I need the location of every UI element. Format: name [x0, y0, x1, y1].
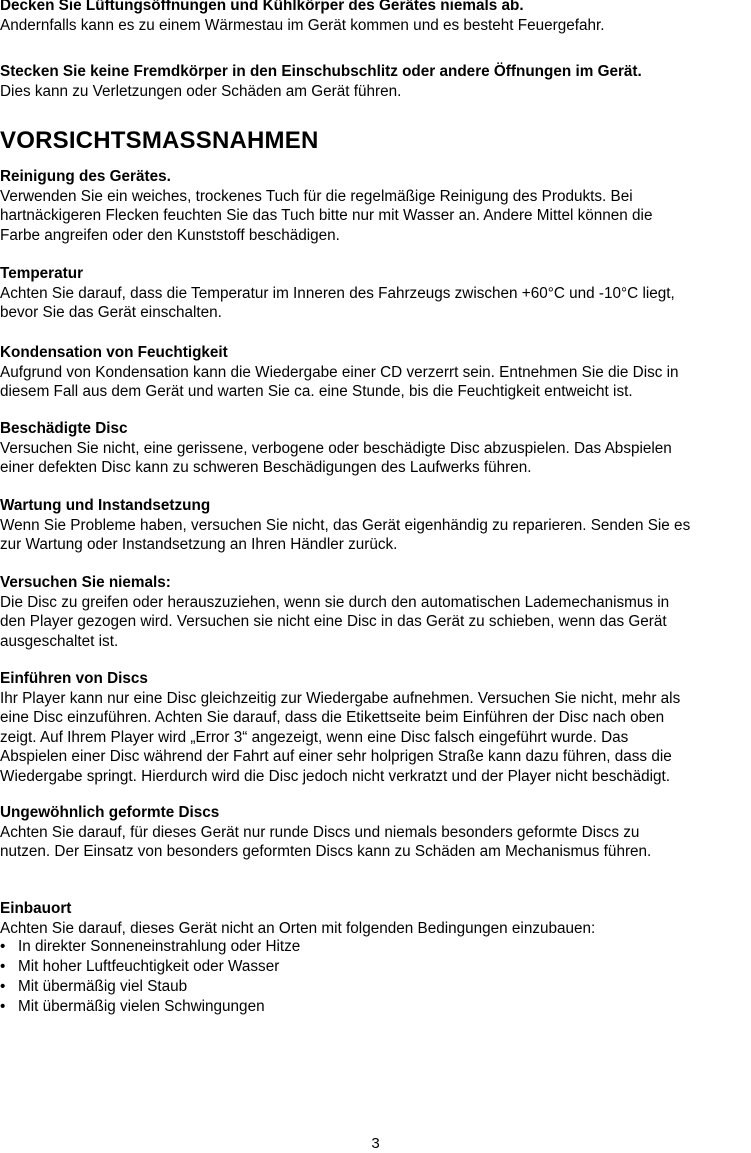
section-maintenance-text: Wenn Sie Probleme haben, versuchen Sie nicht, das Gerät eigenhändig zu reparieren. Senden Sie es zur Wartung oder Instandsetzung an Ihren Händler zurück. [0, 516, 691, 553]
bullet-icon: • [0, 958, 6, 975]
list-item-text: Mit hoher Luftfeuchtigkeit oder Wasser [18, 958, 280, 975]
bullet-icon: • [0, 998, 6, 1015]
section-temperature-text: Achten Sie darauf, dass die Temperatur im Inneren des Fahrzeugs zwischen +60°C und -10°C liegt, bevor Sie das Gerät einschalten. [0, 284, 675, 321]
section-damaged-disc [0, 419, 751, 478]
list-item [0, 997, 300, 1017]
list-item [0, 977, 300, 997]
install-conditions-list [0, 937, 300, 1017]
section-cleaning-text: Verwenden Sie ein weiches, trockenes Tuch für die regelmäßige Reinigung des Produkts. Bei hartnäckigeren Flecken feuchten Sie das Tuch bitte nur mit Wasser an. Andere Mittel können die Farbe angreifen oder den Kunststoff beschädigen. [0, 187, 653, 244]
section-damaged-disc-text: Versuchen Sie nicht, eine gerissene, verbogene oder beschädigte Disc abzuspielen. Das Abspielen einer defekten Disc kann zu schweren Beschädigungen des Laufwerks führen. [0, 439, 672, 476]
section-never-try-text: Die Disc zu greifen oder herauszuziehen, wenn sie durch den automatischen Lademechanismus in den Player gezogen wird. Versuchen sie nicht eine Disc in das Gerät zu schieben, wenn das Gerät ausgeschaltet ist. [0, 593, 670, 650]
list-item [0, 957, 300, 977]
list-item-text: Mit übermäßig viel Staub [18, 978, 188, 995]
section-install-location-text: Achten Sie darauf, dieses Gerät nicht an Orten mit folgenden Bedingungen einzubauen: [0, 919, 596, 937]
section-install-location-heading: Einbauort [0, 900, 72, 917]
section-title: VORSICHTSMASSNAHMEN [0, 127, 319, 154]
section-odd-shaped-discs-heading: Ungewöhnlich geformte Discs [0, 804, 220, 821]
section-temperature [0, 264, 751, 323]
section-temperature-heading: Temperatur [0, 265, 84, 282]
section-inserting-discs-heading: Einführen von Discs [0, 670, 148, 687]
warning-vents [0, 0, 751, 35]
list-item-text: In direkter Sonneneinstrahlung oder Hitze [18, 938, 301, 955]
page-number: 3 [371, 1135, 380, 1152]
warning-foreign-objects-text: Dies kann zu Verletzungen oder Schäden am Gerät führen. [0, 82, 402, 100]
section-condensation-text: Aufgrund von Kondensation kann die Wiedergabe einer CD verzerrt sein. Entnehmen Sie die Disc in diesem Fall aus dem Gerät und warten Sie ca. eine Stunde, bis die Feuchtigkeit entweicht ist. [0, 363, 679, 400]
section-maintenance [0, 496, 751, 555]
section-inserting-discs-text: Ihr Player kann nur eine Disc gleichzeitig zur Wiedergabe aufnehmen. Versuchen Sie nicht, mehr als eine Disc einzuführen. Achten Sie darauf, dass die Etikettseite beim Einführen der Disc nach oben zeigt. Auf Ihrem Player wird „Error 3“ angezeigt, wenn eine Disc falsch eingeführt wurde. Das Abspielen einer Disc während der Fahrt auf einer sehr holprigen Straße kann dazu führen, dass die Wiedergabe springt. Hierdurch wird die Disc jedoch nicht verkratzt und der Player nicht beschädigt. [0, 689, 681, 785]
bullet-icon: • [0, 938, 6, 955]
section-odd-shaped-discs [0, 803, 751, 862]
section-never-try-heading: Versuchen Sie niemals: [0, 574, 171, 591]
section-odd-shaped-discs-text: Achten Sie darauf, für dieses Gerät nur runde Discs und niemals besonders geformte Discs zu nutzen. Der Einsatz von besonders geformten Discs kann zu Schäden am Mechanismus führen. [0, 823, 652, 860]
section-damaged-disc-heading: Beschädigte Disc [0, 420, 128, 437]
section-cleaning-heading: Reinigung des Gerätes. [0, 168, 171, 185]
section-install-location [0, 899, 751, 938]
warning-foreign-objects-heading: Stecken Sie keine Fremdkörper in den Einschubschlitz oder andere Öffnungen im Gerät. [0, 63, 642, 80]
section-condensation-heading: Kondensation von Feuchtigkeit [0, 344, 228, 361]
warning-vents-heading: Decken Sie Lüftungsöffnungen und Kühlkörper des Gerätes niemals ab. [0, 0, 524, 14]
warning-vents-text: Andernfalls kann es zu einem Wärmestau im Gerät kommen und es besteht Feuergefahr. [0, 16, 605, 34]
list-item [0, 937, 300, 957]
section-cleaning [0, 167, 751, 245]
section-inserting-discs [0, 669, 751, 786]
section-condensation [0, 343, 751, 402]
section-maintenance-heading: Wartung und Instandsetzung [0, 497, 211, 514]
warning-foreign-objects [0, 62, 751, 101]
bullet-icon: • [0, 978, 6, 995]
list-item-text: Mit übermäßig vielen Schwingungen [18, 998, 265, 1015]
section-never-try [0, 573, 751, 651]
